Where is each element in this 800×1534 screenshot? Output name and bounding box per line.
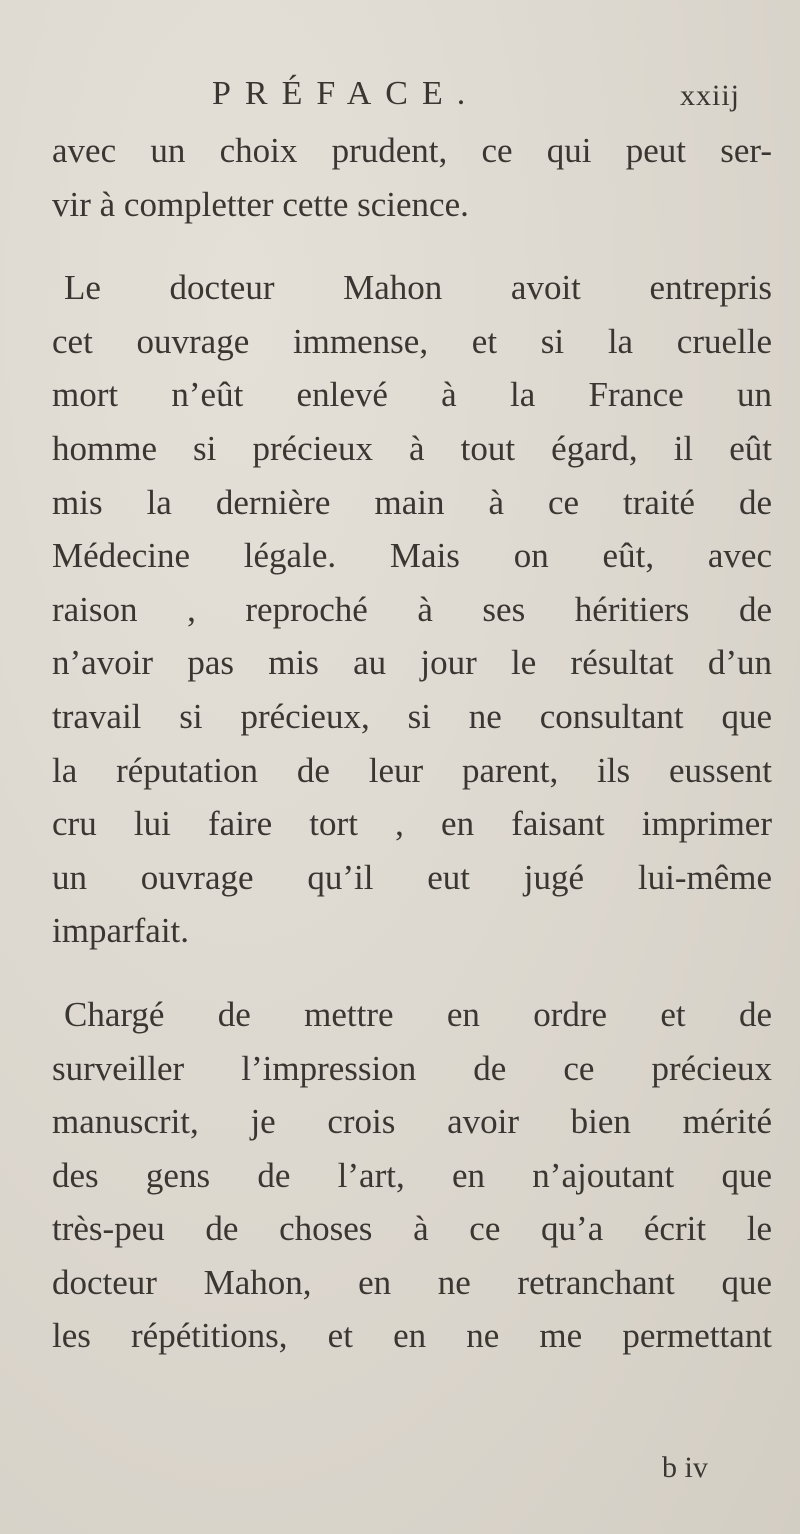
text-line: vir à completter cette science. <box>52 184 469 224</box>
page-header <box>0 72 800 116</box>
text-line: des gens de l’art, en n’ajoutant que <box>52 1155 772 1195</box>
text-line: la réputation de leur parent, ils eussent <box>52 750 772 790</box>
text-line: raison , reproché à ses héritiers de <box>52 589 772 629</box>
body-text <box>52 124 772 1363</box>
text-line: Le docteur Mahon avoit entrepris <box>64 268 772 308</box>
text-line: travail si précieux, si ne consultant que <box>52 696 772 736</box>
text-line: imparfait. <box>52 911 190 951</box>
text-line: docteur Mahon, en ne retranchant que <box>52 1262 772 1302</box>
text-line: mis la dernière main à ce traité de <box>52 482 772 522</box>
text-line: Chargé de mettre en ordre et de <box>64 994 772 1034</box>
text-line: cru lui faire tort , en faisant imprimer <box>52 804 772 844</box>
text-line: avec un choix prudent, ce qui peut ser- <box>52 131 772 170</box>
signature-mark: b iv <box>662 1451 708 1484</box>
text-line: mort n’eût enlevé à la France un <box>52 375 772 415</box>
text-line: manuscrit, je crois avoir bien mérité <box>52 1102 772 1142</box>
text-line: très-peu de choses à ce qu’a écrit le <box>52 1209 772 1249</box>
text-line: homme si précieux à tout égard, il eût <box>52 428 772 468</box>
text-line: n’avoir pas mis au jour le résultat d’un <box>52 643 772 683</box>
paragraph <box>52 988 772 1363</box>
paragraph <box>52 124 772 231</box>
text-line: cet ouvrage immense, et si la cruelle <box>52 321 772 361</box>
page-number: xxiij <box>680 79 741 112</box>
text-line: Médecine légale. Mais on eût, avec <box>52 536 772 576</box>
text-line: un ouvrage qu’il eut jugé lui-même <box>52 857 772 897</box>
text-line: les répétitions, et en ne me permettant <box>52 1316 772 1356</box>
text-line: surveiller l’impression de ce précieux <box>52 1048 772 1088</box>
running-title: PRÉFACE. <box>212 75 480 112</box>
paragraph <box>52 261 772 958</box>
